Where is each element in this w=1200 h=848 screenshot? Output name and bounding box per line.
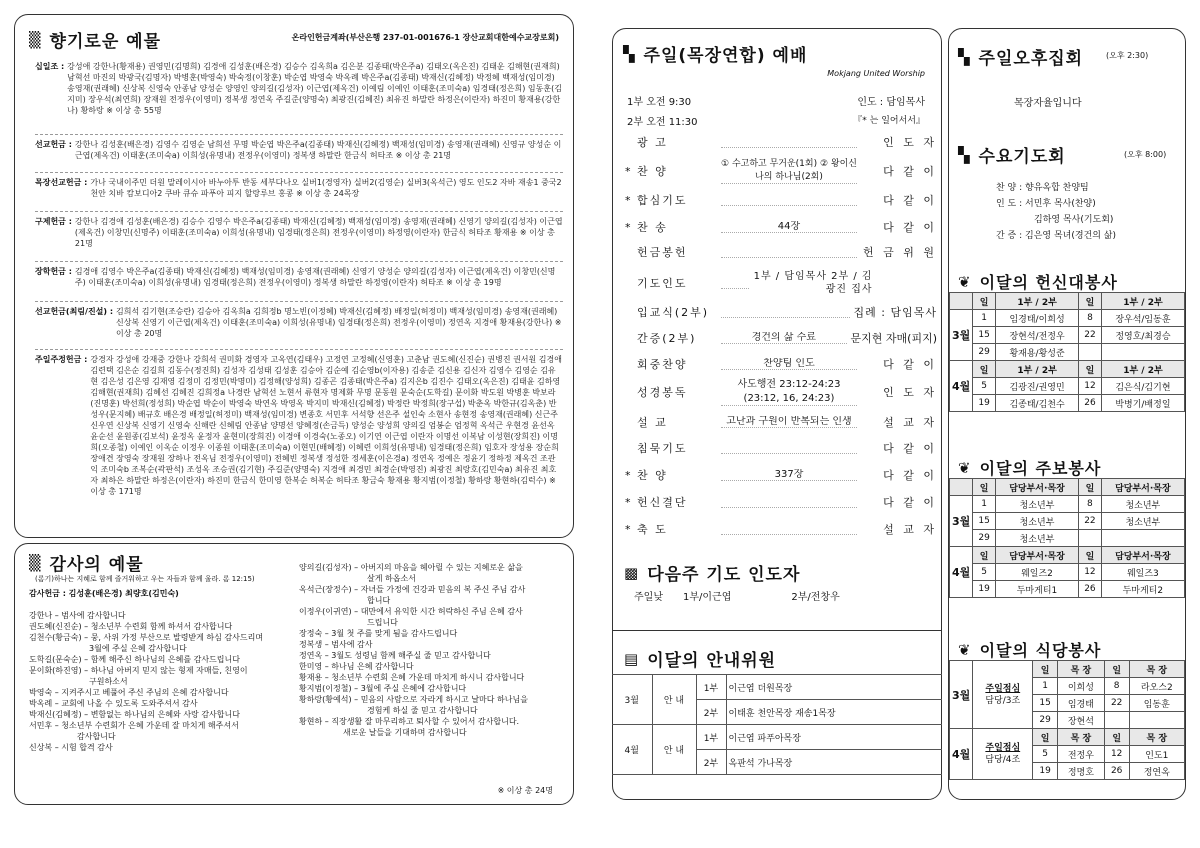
leaf-icon: ❦	[958, 272, 972, 291]
order-row-scripture: 성경봉독 사도행전 23:12-24:23 (23:12, 16, 24:23) 인 도 자	[637, 379, 937, 404]
order-row-silent-prayer: 침묵기도 다 같 이	[637, 442, 937, 455]
wednesday-time: (오후 8:00)	[1124, 150, 1167, 159]
afternoon-text: 목장자율입니다	[1014, 98, 1082, 109]
offering-relief: 구제헌금 : 강한나 김경애 김성훈(배은경) 김승수 김영수 박은주a(김종태) 박재신(김혜정) 백재성(임미경) 송영재(권래혜) 신영기 양의길(김성자) 이근엽(제옥건) 이창민(신명주) 이태훈(조미숙a) 이희성(유명내) 임경태(정은희) 전정우(이영미) 하정영(이란자) 한금식 허타조 황재용 ※ 이상 총 21명	[35, 217, 563, 248]
pattern-icon: ▚	[958, 47, 971, 66]
thanks-right-column: 양의길(김성자) – 아버지의 마음을 헤아릴 수 있는 지혜로운 삶을 살게 하옵소서 옥석근(장정수) – 자녀들 가정에 건강과 믿음의 복 주신 주님 감사 합니다 이정우(이귀연) – 대만에서 유익한 시간 허락하신 주님 은혜 감사 드립니다 장정숙 – 3월 첫 주를 맞게 됨을 감사드립니다 정복생 – 범사에 감사 정연옥 – 3월도 성령님 함께 해주실 줄 믿고 감사합니다 한미영 – 하나님 은혜 감사합니다 황재용 – 청소년부 수련회 은혜 가운데 마치게 하시니 감사합니다 황지범(이정철) – 3월에 주실 은혜에 감사합니다 황하랑(황예석) – 믿음의 사람으로 자라게 하시고 날마다 하나님을 경험케 하실 줄 믿고 감사합니다 황현하 – 직장생활 잘 마무리하고 퇴사할 수 있어서 감사합니다. 새로운 날들을 기대하며 감사합니다	[299, 563, 528, 737]
leaf-icon: ❦	[958, 640, 972, 659]
wednesday-title: ▚ 수요기도회	[958, 145, 1066, 167]
bulletin-title: ❦ 이달의 주보봉사	[958, 458, 1102, 478]
dedication-table: 일 1부 / 2부 일 1부 / 2부 3월 1 임경태/이희성 8 장우석/임동훈 15 장현석/전정우 22 정영호/최경승 29 황재용/황성준 4월 일 1부 / 2부 일 1부 / 2부 5 김광진/권영민 12 김은식/김기현 19 김종태/김천수 26 박병기/배정일	[949, 292, 1185, 412]
offering-box	[14, 14, 574, 538]
thanks-title: ▒ 감사의 예물	[29, 553, 144, 575]
afternoon-title: ▚ 주일오후집회	[958, 47, 1084, 69]
pattern-icon: ▚	[958, 145, 971, 164]
offering-mission-special: 선교헌금(최림/진설) : 김희석 김기현(조승란) 김승아 김옥희a 김희정b 명노빈(이정혜) 박재신(김혜정) 배정일(허정미) 백재성(임미경) 송영재(권래혜) 신상복 신영기 이근엽(제옥건) 이태훈(조미숙a) 이희성(유명내) 임경태(정은희) 전정우(이영미) 정연옥 지경애 황재용(강한나) ※ 이상 총 20명	[35, 307, 562, 338]
order-row-confirmation: 입교식(2부) 집례 : 담임목사	[637, 306, 937, 319]
order-row-congregation-praise: 회중찬양 찬양팀 인도 다 같 이	[637, 358, 937, 371]
pattern-icon: ▚	[623, 44, 636, 63]
order-row-prayer-lead: 기도인도 1부 / 담임목사 2부 / 김광진 집사	[637, 271, 873, 295]
guide-table: 3월 안 내 1부 이근엽 더원목장 2부 이태훈 천안목장 재송1목장 4월 안 내 1부 이근엽 파푸아목장 2부 옥판석 가나목장	[612, 674, 942, 775]
divider	[612, 630, 942, 631]
guide-title: ▤ 이달의 안내위원	[624, 649, 777, 671]
service-time-2: 2부 오전 11:30	[627, 117, 698, 128]
thanks-head: 감사헌금 : 김성훈(배은경) 최량호(김민숙)	[29, 589, 179, 598]
offering-scholarship: 장학헌금 : 김경애 김영수 박은주a(김종태) 박재신(김혜정) 백재성(임미경) 송영재(권래혜) 신영기 양성순 양의길(김성자) 이근엽(제옥건) 이창민(신명주) 이태훈(조미숙a) 이희성(유명내) 임경태(정은희) 전정우(이영미) 정복생 하말란 하정영(이란자) 허타조 ※ 이상 총 19명	[35, 267, 556, 287]
kitchen-title: ❦ 이달의 식당봉사	[958, 640, 1102, 660]
pattern-icon: ▩	[624, 563, 640, 582]
worship-subtitle: Mokjang United Worship	[827, 69, 925, 78]
order-row-hymn: * 찬 송 44장 다 같 이	[625, 220, 937, 234]
standing-note: 『* 는 일어서서』	[853, 116, 925, 126]
thanks-count: ※ 이상 총 24명	[497, 786, 553, 795]
pattern-icon: ▒	[29, 30, 42, 49]
offering-weekly: 주일주정헌금 : 강경자 강성애 강재중 강한나 강희석 권미화 경영자 고옥연(김태우) 고정연 고정혜(신영훈) 고춘남 권도혜(신진순) 권병진 권서원 김경애 김련택 김은순 김길희 김동수(정진희) 김성자 김성태 김성훈 김승아 김순예 김순영b(이자용) 김송준 김신용 김신자 김영수 김영순 김유현 김은성 김은영 김재영 김정미 김정민(박명미) 김정해(양성희) 김종곤 김종태(박은주a) 김지은b 김진수 김태오(옥은진) 김태윤 김하영 김해현(권재희) 김혜선 김혜진 김희정a 나경란 남혁선 노현서 류현자 명제화 무명 문동원 문숙순(도학길) 문이화 박도원 박병훈 박보라(진명훈) 박선희(정성희) 박순엽 박순이 박영숙 박연옥 박영옥 박지미 박재신(김혜정) 박정란 박정희(장구섭) 박춘옥 박한규(김옥춘) 반성우(문지혜) 배규호 배은경 배정일(허정미) 백재성(임미경) 변종호 서민후 서석향 선은주 설인숙 소현사 송현정 송영재(권래혜) 신근주 신우연 신상복 신영기 신영숙 신해란 신혜림 안종남 양명선 양혜정(손금득) 양성순 양성희 양의길 엄봉순 엄정혁 옥석근 우현경 윤선옥 윤순선 윤원종(김보석) 윤정옥 윤정자 윤현미(장희진) 이경애 이경숙(노종오) 이기연 이근엽 이란자 이명선 이복남 이성현(장희진) 이명희(오종철) 이예인 이옥순 이정우 이종원 이태훈(조미숙a) 이현민(배혜정) 이혜련 이희성(유명내) 임경태(정은희) 임호자 장성용 장순희 장애견 장영숙 장재원 장하나 전옥님 전정우(이영미) 전혜빈 정복생 정성한 정세훈(이은경a) 정연옥 정예은 정윤기 정하정 제옥건 조관익 조미숙b 조복순(곽판석) 조성옥 조승권(김기현) 주길준(양명숙) 지경애 최경민 최경순(박영진) 최광진 최랑호(김민숙a) 최유진 최호자 최하은 하말란 하정은(이란자) 하진미 한금식 한미영 한복순 허복순 허타조 황금숙 황재용 황지범(이정철) 황하랑 황현하(김럭수) ※이상 총 171명	[35, 355, 562, 496]
thanks-box	[14, 543, 574, 805]
service-time-1: 1부 오전 9:30	[627, 97, 692, 108]
service-leader: 인도 : 담임목사	[857, 97, 925, 108]
order-row-benediction: * 축 도 설 교 자	[625, 522, 937, 536]
order-row-announce: 광 고 인 도 자	[637, 136, 937, 149]
leaf-icon: ❦	[958, 458, 972, 477]
order-row-prayer: * 합심기도 다 같 이	[625, 193, 937, 207]
next-prayer-title: ▩ 다음주 기도 인도자	[624, 563, 801, 585]
thanks-left-column: 강한나 – 범사에 감사합니다 권도혜(신진순) – 청소년부 수련회 함께 하셔서 감사합니다 김천수(황금숙) – 뭉, 사위 가정 부산으로 발령받게 하심 감사드리며 3월에 주실 은혜 감사합니다 도학길(문숙순) – 함께 해주신 하나님의 은혜를 감사드립니다 문이화(하진영) – 하나님 아버지 믿지 않는 형제 자매들, 친영이 구원하소서 박영숙 – 지켜주시고 베풀어 주신 주님의 은혜 감사합니다 박옥례 – 교회에 나올 수 있도록 도와주셔서 감사 박재신(김혜정) – 변함없는 하나님의 은혜와 사랑 감사합니다 서민후 – 청소년부 수련회가 은혜 가운데 잘 마치게 해주셔서 감사합니다 신상복 – 시험 합격 감사	[29, 611, 264, 752]
order-row-dedication: * 헌신결단 다 같 이	[625, 495, 937, 509]
worship-title: ▚ 주일(목장연합) 예배	[623, 44, 808, 66]
order-row-praise: * 찬 양 ① 수고하고 무거운(1회) ② 왕이신 나의 하나님(2회) 다 같 이	[625, 159, 937, 182]
dedication-title: ❦ 이달의 헌신대봉사	[958, 272, 1118, 292]
order-row-offering: 헌금봉헌 헌 금 위 원	[637, 246, 937, 259]
order-row-closing-praise: * 찬 양 337장 다 같 이	[625, 468, 937, 482]
thanks-verse: (롬기)하나는 지혜로 함께 즐거워하고 우는 자들과 함께 울라. 롬 12:15)	[35, 575, 255, 583]
order-row-testimony: 간증(2부) 경건의 삶 수료 문지현 자매(피지)	[637, 332, 937, 345]
offering-mokjang-mission: 목장선교헌금 : 가나 국내이주민 더원 말레이시아 바누아투 반동 세부다나오 실버1(경영자) 실버2(김영순) 실버3(옥석근) 영도 인도2 자바 재송1 중국2 천안 치바 캄보디아2 쿠바 큐슈 파푸아 피지 할랑루브 홍콩 ※ 이상 총 24목장	[35, 178, 562, 198]
pattern-icon: ▒	[29, 553, 42, 572]
offering-tithe: 십일조 : 강성애 강한나(황재용) 권영민(김명희) 김경애 김성훈(배은경) 김승수 김옥희a 김은분 김종태(박은주a) 김태오(옥은진) 김태운 김해현(권재희) 남혁선 마진의 박광국(김명자) 박병훈(박영숙) 박숙정(이창훈) 박순엽 박영숙 박옥례 박은주a(김종태) 박재신(김혜정) 박정혜 백재성(임미경) 송영재(권래혜) 신상복 신영숙 안종남 양성순 양영인 양의길(김성자) 이근엽(제옥건) 이예림 이예인 이태훈(조미숙a) 임경태(정은희) 임동훈(김지미) 장우석(최연희) 장재원 전정우(이영미) 정복생 정연옥 주길준(양명숙) 최광진(김혜진) 최유진 하말란 하정은(이란자) 하진미 황재용(강한나) 황하랑 ※ 이상 총 55명	[35, 62, 562, 115]
next-prayer-row: 주일낮 1부/이근엽 2부/전창우	[634, 592, 840, 603]
offering-title: ▒ 향기로운 예물	[29, 30, 161, 52]
account-info: 온라인헌금계좌(부산은행 237-01-001676-1 장산교회대한예수교장로회)	[291, 33, 559, 42]
kitchen-table: 3월 주일점심 담당/3조 일 목 장 일 목 장 1 이희성 8 라오스2 15 임경태 22 임동훈 29 장현석 4월 주일점심 담당/4조 일 목 장 일 목 장 5 전정우 12 인도1 19 정명호 26 정연옥	[949, 660, 1185, 780]
afternoon-time: (오후 2:30)	[1106, 51, 1149, 60]
wednesday-lines: 찬 양 : 향유옥합 찬양팀 인 도 : 서민후 목사(찬양) 김하영 목사(기도회) 간 증 : 김은영 목녀(경건의 삶)	[996, 183, 1116, 241]
order-row-sermon: 설 교 고난과 구원이 반복되는 인생 설 교 자	[637, 416, 937, 429]
bulletin-table: 일 담당부서·목장 일 담당부서·목장 3월 1 청소년부 8 청소년부 15 청소년부 22 청소년부 29 청소년부 4월 일 담당부서·목장 일 담당부서·목장 5 웨일즈2 12 웨일즈3 19 두마게티1 26 두마게티2	[949, 478, 1185, 598]
pattern-icon: ▤	[624, 649, 640, 668]
offering-mission: 선교헌금 : 강한나 김성훈(배은경) 김영수 김영순 남희선 무명 박순엽 박은주a(김종태) 박재신(김혜정) 백재성(임미경) 송영재(권래혜) 신영규 양성순 이근엽(제옥건) 이태훈(조미숙a) 이희성(유명내) 전정우(이영미) 정복생 하말란 한금식 허타조 ※ 이상 총 21명	[35, 140, 562, 160]
